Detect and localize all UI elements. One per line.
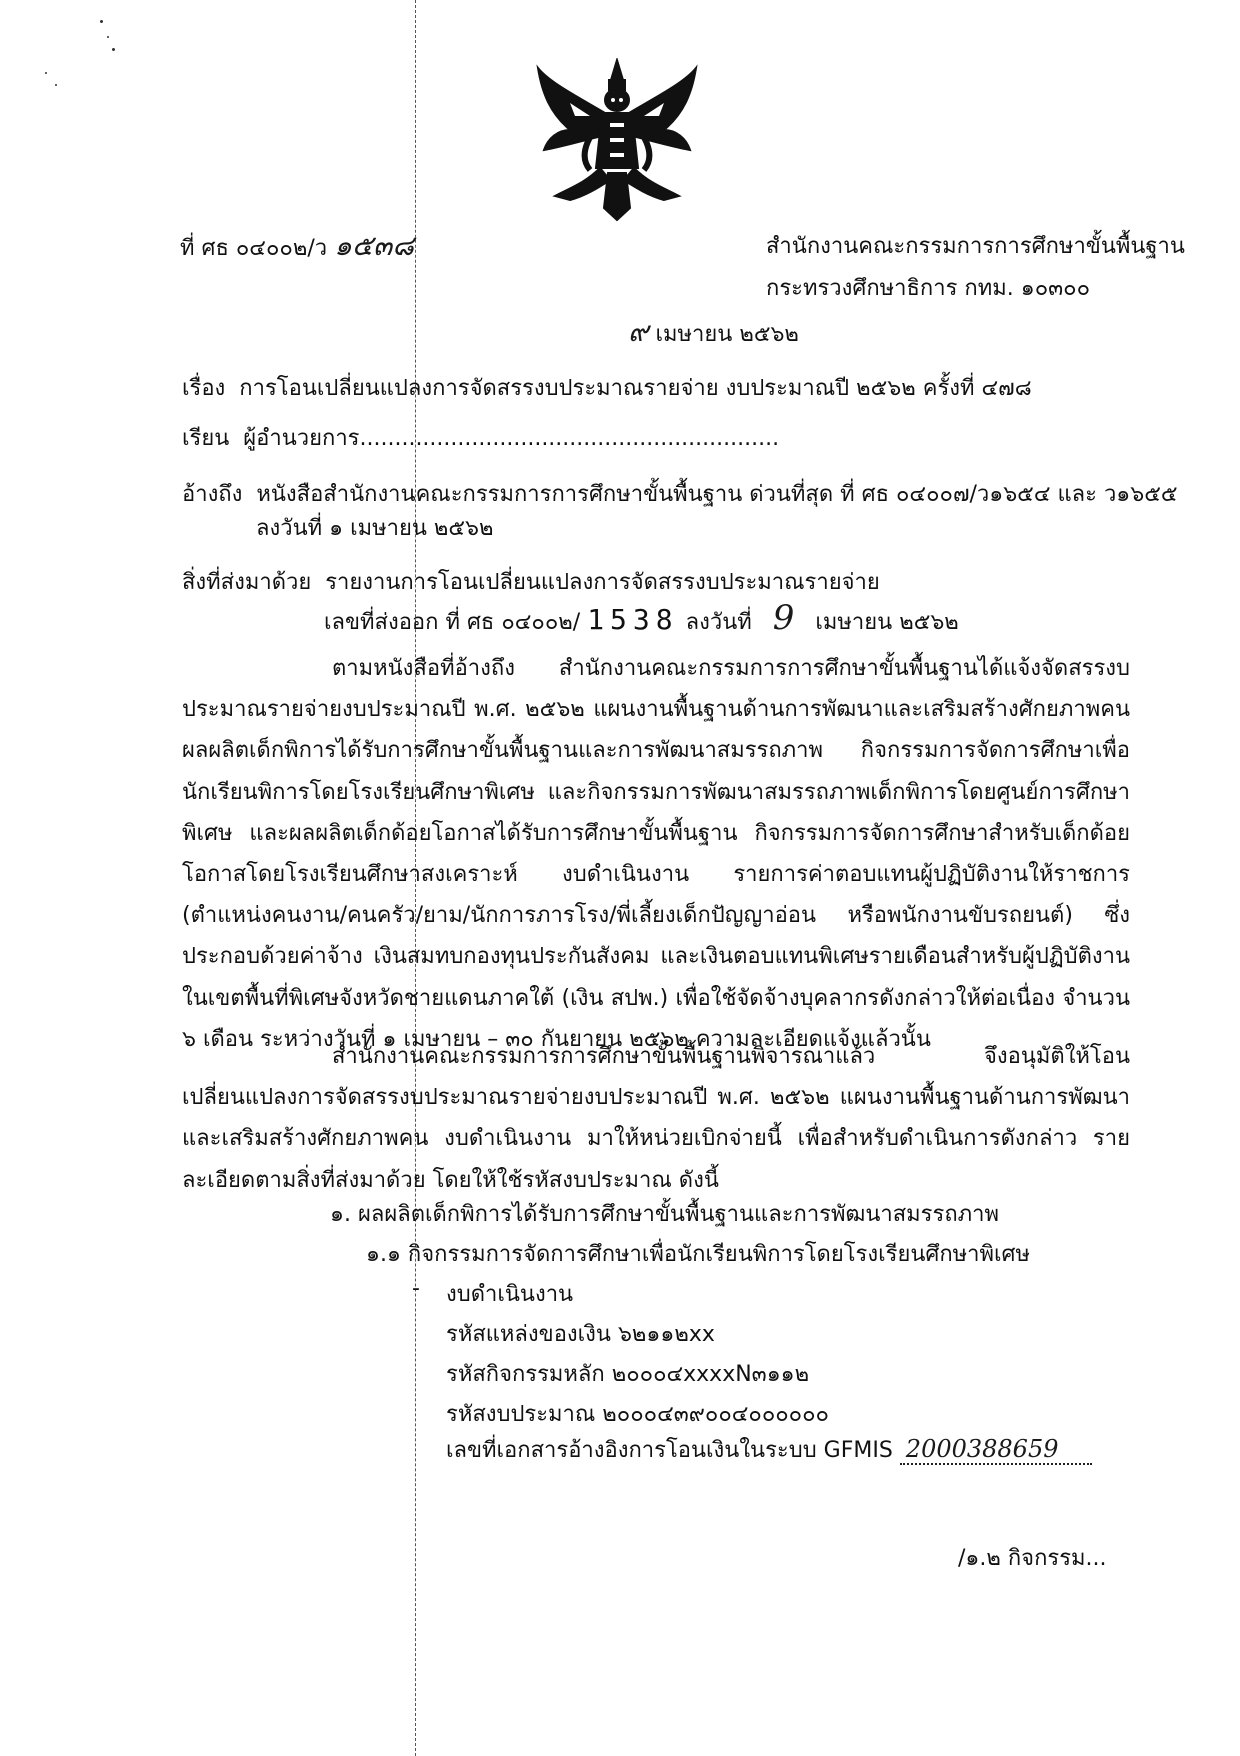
item-dash: - (412, 1276, 420, 1301)
enclosure-stamp-number: 1538 (587, 603, 679, 636)
scan-speck (112, 48, 115, 51)
enclosure-line (182, 564, 880, 599)
enclosure-prefix: เลขที่ส่งออก ที่ ศธ ๐๔๐๐๒/ (324, 610, 581, 635)
reference-text-1: หนังสือสำนักงานคณะกรรมการการศึกษาขั้นพื้นฐาน ด่วนที่สุด ที่ ศธ ๐๔๐๐๗/ว๑๖๕๔ และ ว๑๖๕๕ (256, 482, 1178, 507)
subject-label: เรื่อง (182, 376, 226, 401)
gfmis-reference-line (446, 1432, 1092, 1467)
fund-source-code: รหัสแหล่งของเงิน ๖๒๑๑๒xx (446, 1322, 715, 1347)
body-paragraph-2: สำนักงานคณะกรรมการการศึกษาขั้นพื้นฐานพิจารณาแล้ว จึงอนุมัติให้โอนเปลี่ยนแปลงการจัดสรรงบประมาณรายจ่ายงบประมาณปี พ.ศ. ๒๕๖๒ แผนงานพื้นฐานด้านการพัฒนาและเสริมสร้างศักยภาพคน งบดำเนินงาน มาให้หน่วยเบิกจ่ายนี้ เพื่อสำหรับดำเนินการดังกล่าว รายละเอียดตามสิ่งที่ส่งมาด้วย โดยให้ใช้รหัสงบประมาณ ดังนี้ (182, 1044, 1130, 1193)
reference-label: อ้างถึง (182, 482, 243, 507)
org-address: กระทรวงศึกษาธิการ กทม. ๑๐๓๐๐ (766, 276, 1091, 301)
enclosure-date-label: ลงวันที่ (685, 610, 752, 635)
recipient-text: ผู้อำนวยการ............................................................ (243, 426, 780, 451)
item-1: ๑. ผลผลิตเด็กพิการได้รับการศึกษาขั้นพื้นฐานและการพัฒนาสมรรถภาพ (330, 1202, 999, 1227)
subject-text: การโอนเปลี่ยนแปลงการจัดสรรงบประมาณรายจ่าย งบประมาณปี ๒๕๖๒ ครั้งที่ ๔๗๘ (239, 376, 1032, 401)
budget-type: งบดำเนินงาน (446, 1282, 574, 1307)
scan-speck (107, 36, 109, 38)
scan-speck (55, 84, 57, 86)
reference-number-handwritten: ๑๕๓๘ (334, 229, 414, 262)
subject-line (182, 370, 1032, 405)
main-activity-code: รหัสกิจกรรมหลัก ๒๐๐๐๔xxxxN๓๑๑๒ (446, 1362, 810, 1387)
reference-line (182, 476, 1178, 511)
org-name: สำนักงานคณะกรรมการการศึกษาขั้นพื้นฐาน (766, 234, 1185, 259)
item-1-1: ๑.๑ กิจกรรมการจัดการศึกษาเพื่อนักเรียนพิการโดยโรงเรียนศึกษาพิเศษ (366, 1242, 1030, 1267)
reference-number (180, 224, 414, 268)
scan-speck (45, 72, 47, 74)
reference-number-prefix: ที่ ศธ ๐๔๐๐๒/ว (180, 236, 328, 261)
reference-text-2: ลงวันที่ ๑ เมษายน ๒๕๖๒ (256, 516, 494, 541)
enclosure-date-suffix: เมษายน ๒๕๖๒ (815, 610, 959, 635)
enclosure-date-handwritten: 9 (772, 598, 795, 638)
recipient-label: เรียน (182, 426, 230, 451)
gfmis-handwritten-number: 2000388659 (900, 1435, 1092, 1465)
recipient-line (182, 420, 779, 455)
body-paragraph-1: ตามหนังสือที่อ้างถึง สำนักงานคณะกรรมการการศึกษาขั้นพื้นฐานได้แจ้งจัดสรรงบประมาณรายจ่ายงบประมาณปี พ.ศ. ๒๕๖๒ แผนงานพื้นฐานด้านการพัฒนาและเสริมสร้างศักยภาพคน ผลผลิตเด็กพิการได้รับการศึกษาขั้นพื้นฐานและการพัฒนาสมรรถภาพ กิจกรรมการจัดการศึกษาเพื่อนักเรียนพิการโดยโรงเรียนศึกษาพิเศษ และกิจกรรมการพัฒนาสมรรถภาพเด็กพิการโดยศูนย์การศึกษาพิเศษ และผลผลิตเด็กด้อยโอกาสได้รับการศึกษาขั้นพื้นฐาน กิจกรรมการจัดการศึกษาสำหรับเด็กด้อยโอกาสโดยโรงเรียนศึกษาสงเคราะห์ งบดำเนินงาน รายการค่าตอบแทนผู้ปฏิบัติงานให้ราชการ (ตำแหน่งคนงาน/คนครัว/ยาม/นักการภารโรง/พี่เลี้ยงเด็กปัญญาอ่อน หรือพนักงานขับรถยนต์) ซึ่งประกอบด้วยค่าจ้าง เงินสมทบกองทุนประกันสังคม และเงินตอบแทนพิเศษรายเดือนสำหรับผู้ปฏิบัติงานในเขตพื้นที่พิเศษจังหวัดชายแดนภาคใต้ (เงิน สปพ.) เพื่อใช้จัดจ้างบุคลากรดังกล่าวให้ต่อเนื่อง จำนวน ๖ เดือน ระหว่างวันที่ ๑ เมษายน – ๓๐ กันยายน ๒๕๖๒ ความละเอียดแจ้งแล้วนั้น (182, 656, 1130, 1052)
continuation-marker: /๑.๒ กิจกรรม... (958, 1546, 1107, 1571)
enclosure-label: สิ่งที่ส่งมาด้วย (182, 570, 312, 595)
date-day-handwritten: ๙ (628, 315, 649, 348)
budget-code: รหัสงบประมาณ ๒๐๐๐๔๓๙๐๐๔๐๐๐๐๐๐ (446, 1402, 829, 1427)
garuda-emblem-icon (530, 58, 705, 223)
gfmis-label: เลขที่เอกสารอ้างอิงการโอนเงินในระบบ GFMIS (446, 1438, 893, 1463)
enclosure-export-line (324, 598, 959, 639)
scan-speck (100, 20, 103, 23)
date-month-year: เมษายน ๒๕๖๒ (655, 322, 799, 347)
letter-date (628, 310, 799, 354)
enclosure-text-1: รายงานการโอนเปลี่ยนแปลงการจัดสรรงบประมาณรายจ่าย (325, 570, 880, 595)
